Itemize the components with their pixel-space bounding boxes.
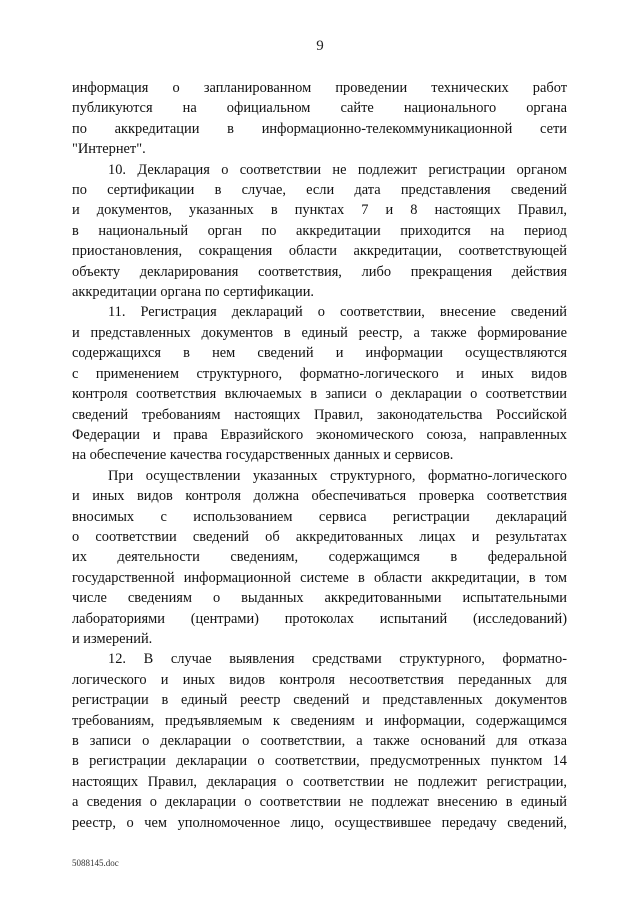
text-line: в национальный орган по аккредитации приходится на период: [72, 222, 567, 239]
text-line: 10. Декларация о соответствии не подлежит регистрации органом: [108, 161, 567, 178]
text-line: аккредитации органа по сертификации.: [72, 284, 315, 301]
text-line: числе сведениям о выданных аккредитованными испытательными: [72, 590, 567, 607]
page-number: 9: [316, 38, 324, 54]
text-line: регистрации в единый реестр сведений и представленных документов: [72, 692, 567, 709]
text-line: в записи о декларации о соответствии, а также оснований для отказа: [72, 733, 567, 749]
text-line: с применением структурного, форматно-логического и иных видов: [72, 365, 567, 382]
text-line: информация о запланированном проведении технических работ: [72, 80, 567, 96]
text-line: логического и иных видов контроля несоответствия переданных для: [72, 671, 567, 688]
text-line: лабораториями (центрами) протоколах испытаний (исследований): [72, 610, 567, 627]
text-line: Федерации и права Евразийского экономического союза, направленных: [72, 426, 567, 443]
text-line: требованиям, предъявляемым к сведениям и информации, содержащимся: [72, 712, 567, 729]
text-line: о соответствии сведений об аккредитованных лицах и результатах: [72, 528, 567, 545]
text-line: приостановления, сокращения области аккредитации, соответствующей: [72, 243, 567, 260]
text-line: и измерений.: [72, 630, 153, 647]
text-line: объекту декларирования соответствия, либо прекращения действия: [72, 263, 567, 280]
text-line: реестр, о чем уполномоченное лицо, осуществившее передачу сведений,: [72, 814, 567, 831]
text-line: вносимых с использованием сервиса регистрации деклараций: [72, 508, 567, 525]
text-line: по сертификации в случае, если дата представления сведений: [72, 182, 567, 199]
text-line: контроля соответствия включаемых в записи о декларации о соответствии: [72, 386, 567, 403]
text-line: публикуются на официальном сайте национального органа: [72, 100, 567, 117]
text-line: и документов, указанных в пунктах 7 и 8 настоящих Правил,: [72, 202, 567, 219]
text-line: в регистрации декларации о соответствии, предусмотренных пунктом 14: [72, 753, 567, 770]
text-line: и представленных документов в единый реестр, а также формирование: [72, 324, 567, 341]
footer-filename: 5088145.doc: [72, 858, 119, 868]
text-line: и иных видов контроля должна обеспечиваться проверка соответствия: [72, 488, 567, 505]
text-line: государственной информационной системе в области аккредитации, в том: [72, 569, 567, 586]
text-line: по аккредитации в информационно-телекоммуникационной сети: [72, 120, 567, 137]
text-line: "Интернет".: [72, 141, 146, 158]
text-line: на обеспечение качества государственных данных и сервисов.: [72, 447, 454, 464]
document-body: [72, 78, 567, 833]
text-line: 11. Регистрация деклараций о соответствии, внесение сведений: [108, 304, 567, 321]
text-line: сведений требованиям настоящих Правил, законодательства Российской: [72, 406, 567, 423]
text-line: настоящих Правил, декларация о соответствии не подлежит регистрации,: [72, 773, 567, 790]
text-line: При осуществлении указанных структурного, форматно-логического: [108, 467, 567, 484]
text-line: их деятельности сведениям, содержащимся в федеральной: [72, 549, 567, 566]
text-line: а сведения о декларации о соответствии не подлежат внесению в единый: [72, 794, 567, 811]
text-line: содержащихся в нем сведений и информации осуществляются: [72, 345, 567, 362]
text-line: 12. В случае выявления средствами структурного, форматно-: [108, 651, 567, 668]
